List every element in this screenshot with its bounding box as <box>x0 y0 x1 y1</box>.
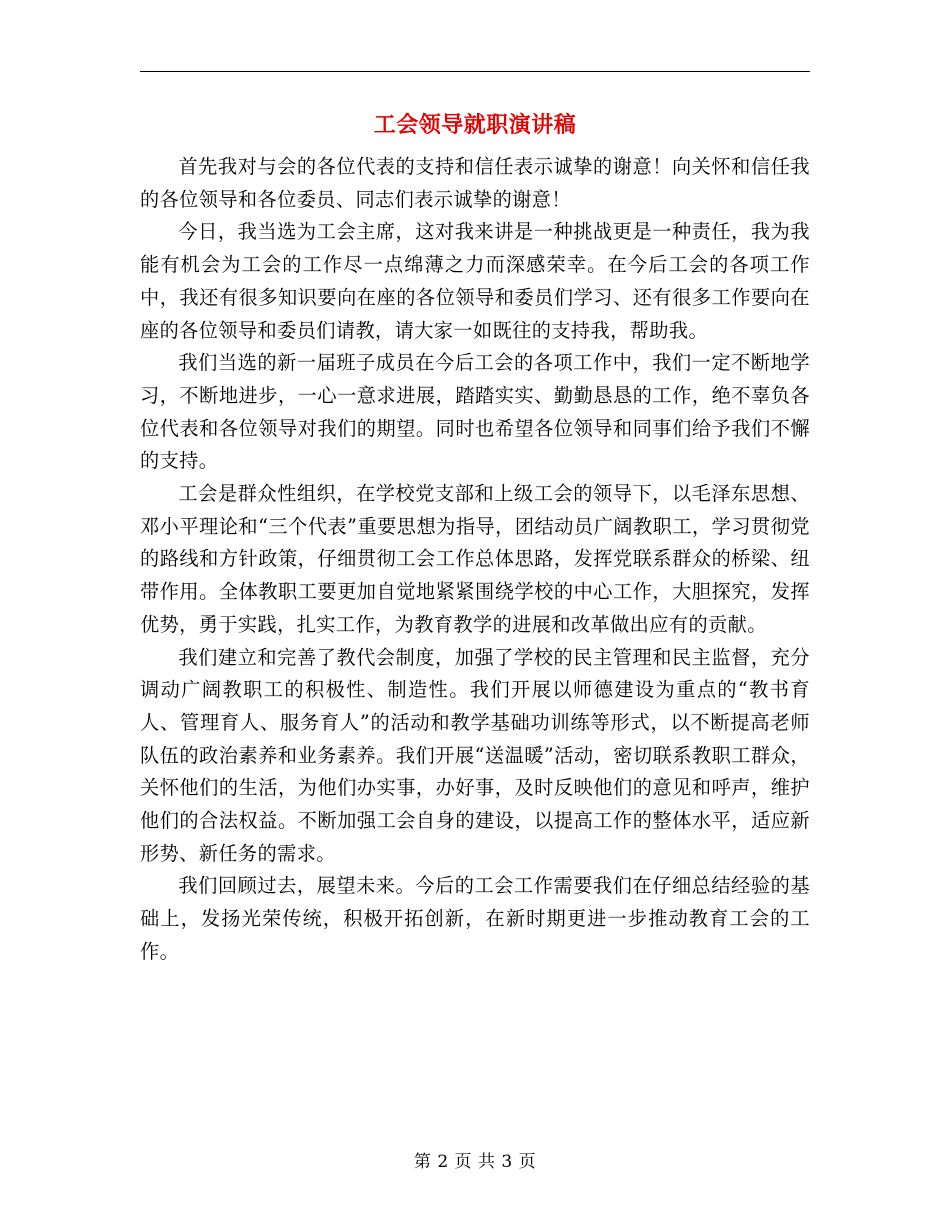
page-number-footer: 第 2 页 共 3 页 <box>413 1152 537 1172</box>
header-rule <box>140 71 810 72</box>
paragraph-4: 工会是群众性组织，在学校党支部和上级工会的领导下，以毛泽东思想、邓小平理论和“三个代表”重要思想为指导，团结动员广阔教职工，学习贯彻党的路线和方针政策，仔细贯彻工会工作总体思路，发挥党联系群众的桥梁、纽带作用。全体教职工要更加自觉地紧紧围绕学校的中心工作，大胆探究，发挥优势，勇于实践，扎实工作，为教育教学的进展和改革做出应有的贡献。 <box>140 482 810 636</box>
paragraph-5: 我们建立和完善了教代会制度，加强了学校的民主管理和民主监督，充分调动广阔教职工的积极性、制造性。我们开展以师德建设为重点的“教书育人、管理育人、服务育人”的活动和教学基础功训练等形式，以不断提高老师队伍的政治素养和业务素养。我们开展“送温暖”活动，密切联系教职工群众，关怀他们的生活，为他们办实事，办好事，及时反映他们的意见和呼声，维护他们的合法权益。不断加强工会自身的建设，以提高工作的整体水平，适应新形势、新任务的需求。 <box>140 645 810 865</box>
document-body <box>140 151 810 969</box>
paragraph-6: 我们回顾过去，展望未来。今后的工会工作需要我们在仔细总结经验的基础上，发扬光荣传统，积极开拓创新，在新时期更进一步推动教育工会的工作。 <box>140 874 810 963</box>
paragraph-3: 我们当选的新一届班子成员在今后工会的各项工作中，我们一定不断地学习，不断地进步，一心一意求进展，踏踏实实、勤勤恳恳的工作，绝不辜负各位代表和各位领导对我们的期望。同时也希望各位领导和同事们给予我们不懈的支持。 <box>140 351 810 473</box>
paragraph-1: 首先我对与会的各位代表的支持和信任表示诚挚的谢意！向关怀和信任我的各位领导和各位委员、同志们表示诚挚的谢意！ <box>140 155 810 211</box>
paragraph-2: 今日，我当选为工会主席，这对我来讲是一种挑战更是一种责任，我为我能有机会为工会的工作尽一点绵薄之力而深感荣幸。在今后工会的各项工作中，我还有很多知识要向在座的各位领导和委员们学习、还有很多工作要向在座的各位领导和委员们请教，请大家一如既往的支持我，帮助我。 <box>140 220 810 342</box>
document-title: 工会领导就职演讲稿 <box>373 112 577 138</box>
